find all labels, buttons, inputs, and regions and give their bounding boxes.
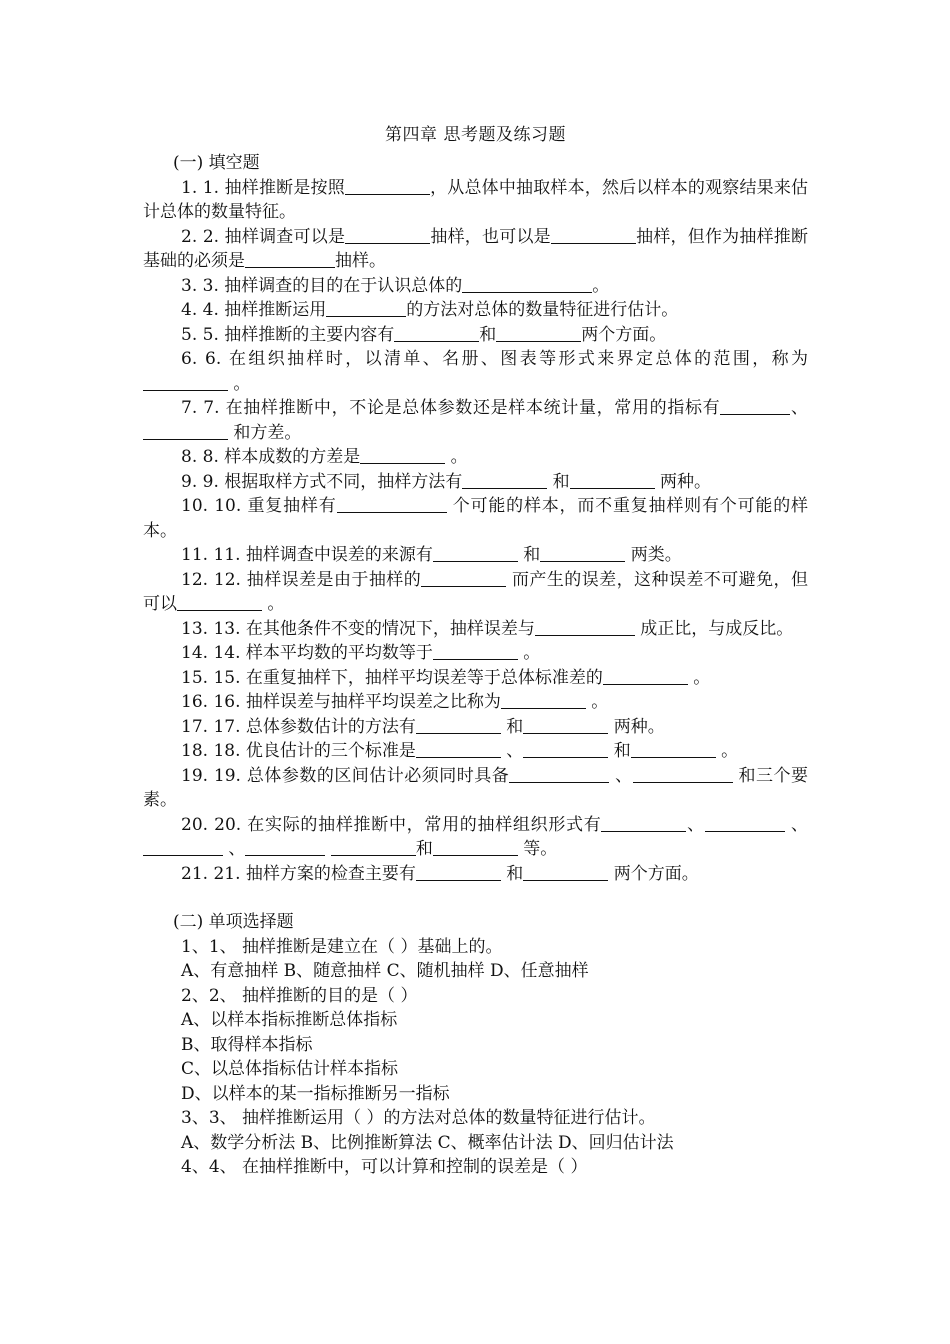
answer-blank[interactable] — [360, 446, 445, 464]
question-17: 17. 17. 总体参数估计的方法有 和 两种。 — [181, 716, 665, 737]
answer-blank[interactable] — [705, 814, 785, 832]
choice-question-2-option-c: C、以总体指标估计样本指标 — [181, 1059, 399, 1079]
choice-question-4: 4、4、 在抽样推断中，可以计算和控制的误差是（ ） — [181, 1157, 588, 1177]
answer-blank[interactable] — [570, 471, 655, 489]
answer-blank[interactable] — [416, 716, 501, 734]
question-16: 16. 16. 抽样误差与抽样平均误差之比称为 。 — [181, 692, 609, 712]
section-heading-single-choice: (二) 单项选择题 — [173, 912, 294, 932]
answer-blank[interactable] — [433, 642, 518, 660]
answer-blank[interactable] — [551, 226, 636, 244]
answer-blank[interactable] — [245, 838, 325, 856]
answer-blank[interactable] — [433, 838, 518, 856]
answer-blank[interactable] — [143, 373, 228, 391]
question-21: 21. 21. 抽样方案的检查主要有 和 两个方面。 — [181, 863, 699, 884]
answer-blank[interactable] — [394, 324, 479, 342]
answer-blank[interactable] — [501, 691, 586, 709]
question-1: 1. 1. 抽样推断是按照 ，从总体中抽取样本，然后以样本的观察结果来估计总体的数量特征。 — [143, 177, 809, 222]
answer-blank[interactable] — [462, 471, 547, 489]
answer-blank[interactable] — [462, 275, 592, 293]
answer-blank[interactable] — [603, 667, 688, 685]
question-9: 9. 9. 根据取样方式不同，抽样方法有 和 两种。 — [181, 471, 712, 492]
page-title: 第四章 思考题及练习题 — [385, 125, 566, 145]
answer-blank[interactable] — [523, 863, 608, 881]
answer-blank[interactable] — [509, 765, 609, 783]
answer-blank[interactable] — [416, 863, 501, 881]
question-10: 10. 10. 重复抽样有 个可能的样本，而不重复抽样则有个可能的样本。 — [143, 496, 808, 541]
question-11: 11. 11. 抽样调查中误差的来源有 和 两类。 — [181, 545, 682, 565]
answer-blank[interactable] — [535, 618, 635, 636]
answer-blank[interactable] — [720, 397, 790, 415]
answer-blank[interactable] — [631, 740, 716, 758]
choice-question-2: 2、2、 抽样推断的目的是（ ） — [181, 985, 418, 1006]
answer-blank[interactable] — [523, 740, 608, 758]
choice-question-2-option-b: B、取得样本指标 — [181, 1034, 313, 1055]
answer-blank[interactable] — [601, 814, 686, 832]
question-15: 15. 15. 在重复抽样下，抽样平均误差等于总体标准差的 。 — [181, 667, 711, 688]
question-4: 4. 4. 抽样推断运用 的方法对总体的数量特征进行估计。 — [181, 300, 679, 320]
choice-question-1-options: A、有意抽样 B、随意抽样 C、随机抽样 D、任意抽样 — [181, 961, 589, 981]
choice-question-3-options: A、数学分析法 B、比例推断算法 C、概率估计法 D、回归估计法 — [181, 1132, 674, 1153]
choice-question-2-option-d: D、以样本的某一指标推断另一指标 — [181, 1083, 450, 1104]
answer-blank[interactable] — [326, 299, 406, 317]
question-3: 3. 3. 抽样调查的目的在于认识总体的 。 — [181, 275, 610, 296]
choice-question-1: 1、1、 抽样推断是建立在（ ）基础上的。 — [181, 936, 503, 957]
choice-question-2-option-a: A、以样本指标推断总体指标 — [181, 1010, 398, 1030]
answer-blank[interactable] — [337, 495, 447, 513]
answer-blank[interactable] — [523, 716, 608, 734]
answer-blank[interactable] — [421, 569, 506, 587]
answer-blank[interactable] — [496, 324, 581, 342]
question-2: 2. 2. 抽样调查可以是 抽样，也可以是 抽样，但作为抽样推断基础的必须是 抽样。 — [143, 226, 809, 271]
answer-blank[interactable] — [540, 544, 625, 562]
question-19: 19. 19. 总体参数的区间估计必须同时具备 、 和三个要素。 — [143, 765, 808, 810]
question-8: 8. 8. 样本成数的方差是 。 — [181, 447, 468, 467]
answer-blank[interactable] — [345, 177, 430, 195]
section-spacer — [143, 886, 808, 910]
question-18: 18. 18. 优良估计的三个标准是 、 和 。 — [181, 741, 739, 761]
question-13: 13. 13. 在其他条件不变的情况下，抽样误差与 成正比，与成反比。 — [181, 618, 794, 639]
question-5: 5. 5. 抽样推断的主要内容有 和 两个方面。 — [181, 324, 667, 345]
question-20: 20. 20. 在实际的抽样推断中，常用的抽样组织形式有 、 、 、 和 等。 — [143, 813, 808, 862]
document-page — [143, 120, 808, 1180]
answer-blank[interactable] — [331, 838, 416, 856]
section-heading-fill-in: (一) 填空题 — [173, 153, 260, 173]
choice-question-3: 3、3、 抽样推断运用（ ）的方法对总体的数量特征进行估计。 — [181, 1108, 656, 1128]
answer-blank[interactable] — [633, 765, 733, 783]
question-12: 12. 12. 抽样误差是由于抽样的 而产生的误差，这种误差不可避免，但可以 。 — [143, 569, 808, 614]
question-6: 6. 6. 在组织抽样时，以清单、名册、图表等形式来界定总体的范围，称为 。 — [143, 347, 808, 396]
answer-blank[interactable] — [345, 226, 430, 244]
answer-blank[interactable] — [143, 838, 223, 856]
answer-blank[interactable] — [143, 422, 228, 440]
question-7: 7. 7. 在抽样推断中，不论是总体参数还是样本统计量，常用的指标有 、 和方差。 — [143, 396, 808, 445]
answer-blank[interactable] — [245, 250, 335, 268]
answer-blank[interactable] — [433, 544, 518, 562]
question-14: 14. 14. 样本平均数的平均数等于 。 — [181, 643, 541, 663]
answer-blank[interactable] — [416, 740, 501, 758]
answer-blank[interactable] — [177, 593, 262, 611]
